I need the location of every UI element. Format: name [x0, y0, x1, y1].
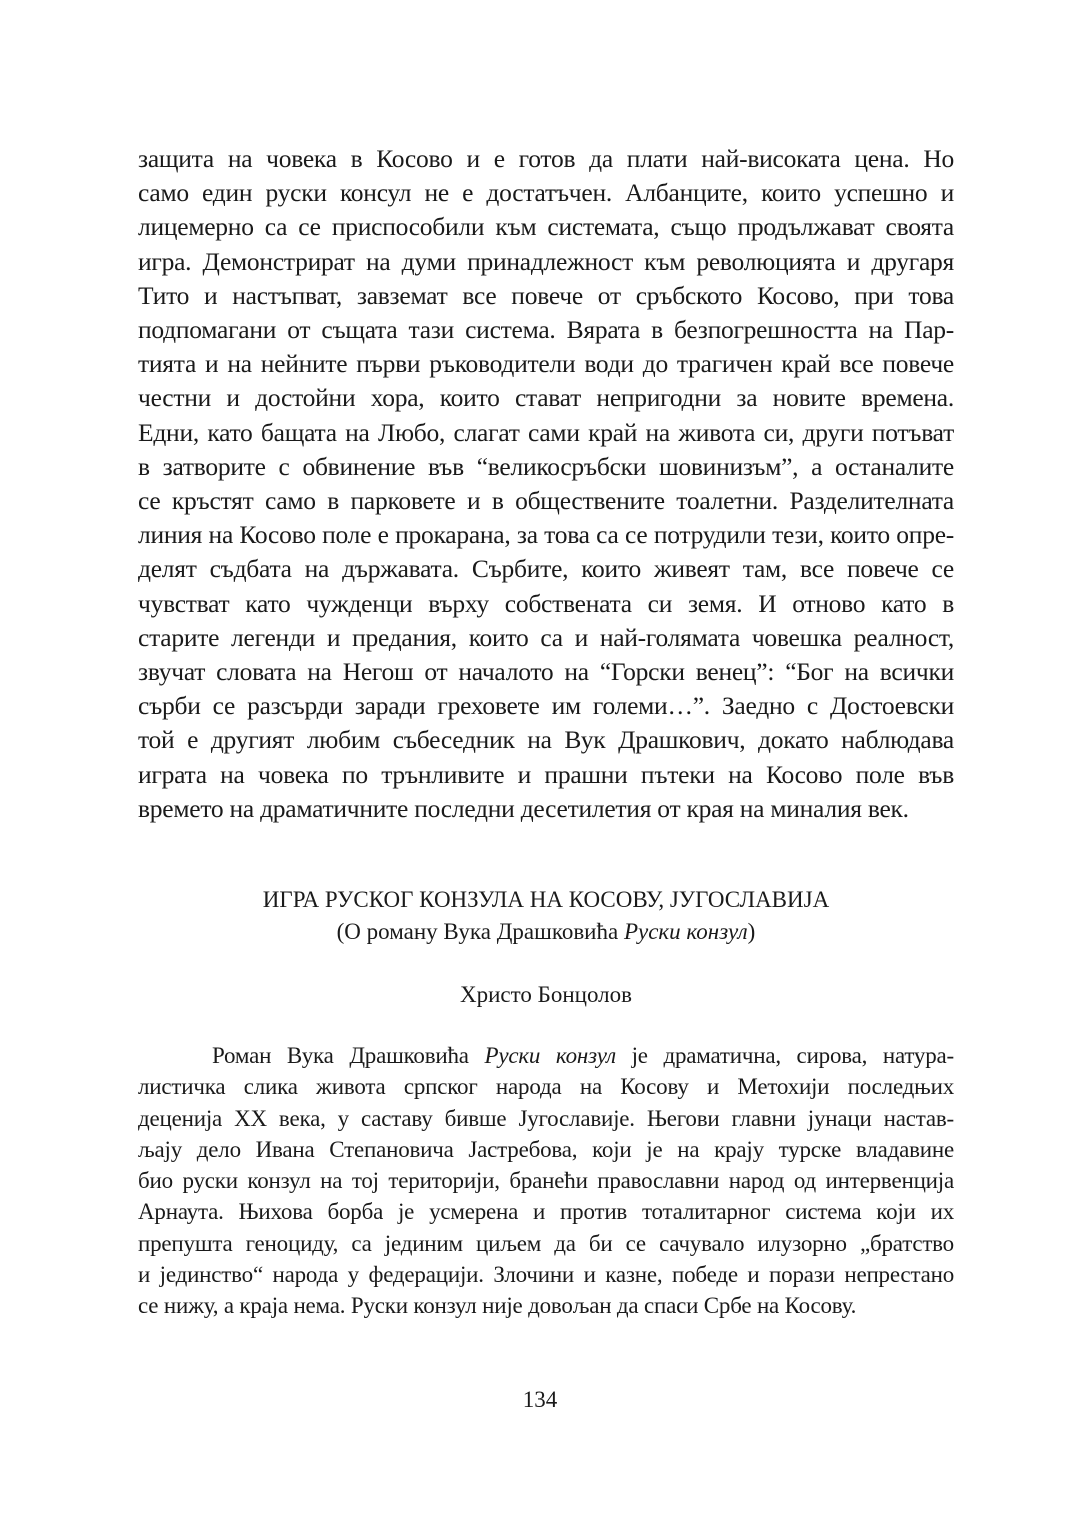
text-line: само един руски консул не е достатъчен. Албанците, които успешно и — [138, 178, 954, 208]
text-line: листичка слика живота српског народа на Косову и Метохији последњих — [138, 1074, 954, 1100]
text-line: тията и на нейните първи ръководители води до трагичен край все повече — [138, 349, 954, 379]
text-line: Едни, като бащата на Любо, слагат сами край на живота си, други потъват — [138, 417, 954, 447]
author-name: Христо Бонцолов — [460, 982, 632, 1007]
text-line: делят съдбата на държавата. Сърбите, които живеят там, все повече се — [138, 554, 954, 584]
text-line — [138, 1040, 954, 1071]
text-line: се кръстят само в парковете и в обществените тоалетни. Разделителната — [138, 486, 954, 516]
text-line: Тито и настъпват, завземат все повече от сръбското Косово, при това — [138, 280, 954, 310]
line-suffix: је драматична, сирова, натура- — [615, 1043, 954, 1068]
article-paragraph — [138, 1040, 954, 1322]
text-line: в затворите с обвинение във “великосръбски шовинизъм”, а останалите — [138, 451, 954, 481]
article-title: ИГРА РУСКОГ КОНЗУЛА НА КОСОВУ, ЈУГОСЛАВИЈА — [262, 887, 830, 912]
text-line: сърби се разсърди заради греховете им големи…”. Заедно с Достоевски — [138, 691, 954, 721]
text-line: подпомагани от същата тази система. Вярата в безпогрешността на Пар- — [138, 315, 954, 345]
text-line: љају дело Ивана Степановича Јастребова, који је на крају турске владавине — [138, 1136, 954, 1162]
text-line: той е другият любим събеседник на Вук Драшкович, докато наблюдава — [138, 725, 954, 755]
text-line: препушта геноциду, са јединим циљем да би се сачувало илузорно „братство — [138, 1230, 954, 1256]
text-line: деценија XX века, у саставу бивше Југославије. Његови главни јунаци настав- — [138, 1105, 954, 1131]
text-line: линия на Косово поле е прокарана, за това са се потрудили тези, които опре- — [138, 520, 954, 550]
text-line: времето на драматичните последни десетилетия от края на миналия век. — [138, 793, 909, 823]
article-heading — [138, 884, 954, 948]
line-prefix: Роман Вука Драшковића — [212, 1043, 485, 1068]
text-line: звучат словата на Негош от началото на “Горски венец”: “Бог на всички — [138, 657, 954, 687]
text-line: старите легенди и предания, които са и най-голямата човешка реалност, — [138, 622, 954, 652]
text-line: лицемерно са се приспособили към системата, също продължават своята — [138, 212, 954, 242]
text-line: и јединство“ народа у федерацији. Злочини и казне, победе и порази непрестано — [138, 1262, 954, 1288]
text-line: се нижу, а краја нема. Руски конзул није довољан да спаси Србе на Косову. — [138, 1293, 857, 1319]
text-line: чувстват като чужденци върху собствената си земя. И отново като в — [138, 588, 954, 618]
subtitle-suffix: ) — [747, 919, 756, 944]
inline-book-title: Руски конзул — [484, 1043, 616, 1068]
text-line: био руски конзул на тој територији, бранећи православни народ од интервенција — [138, 1168, 954, 1194]
text-line: играта на човека по трънливите и прашни пътеки на Косово поле във — [138, 759, 954, 789]
text-line: Арнаута. Њихова борба је усмерена и против тоталитарног система који их — [138, 1199, 954, 1225]
page-number: 134 — [522, 1387, 558, 1412]
continued-paragraph — [138, 142, 954, 826]
text-line: защита на човека в Косово и е готов да плати най-високата цена. Но — [138, 144, 954, 173]
subtitle-book-title: Руски конзул — [623, 919, 748, 944]
text-line: игра. Демонстрират на думи принадлежност към революцията и другаря — [138, 246, 954, 276]
text-line: честни и достойни хора, които стават непригодни за новите времена. — [138, 383, 954, 413]
subtitle-prefix: (О роману Вука Драшковића — [336, 919, 624, 944]
article-subtitle — [138, 916, 954, 948]
